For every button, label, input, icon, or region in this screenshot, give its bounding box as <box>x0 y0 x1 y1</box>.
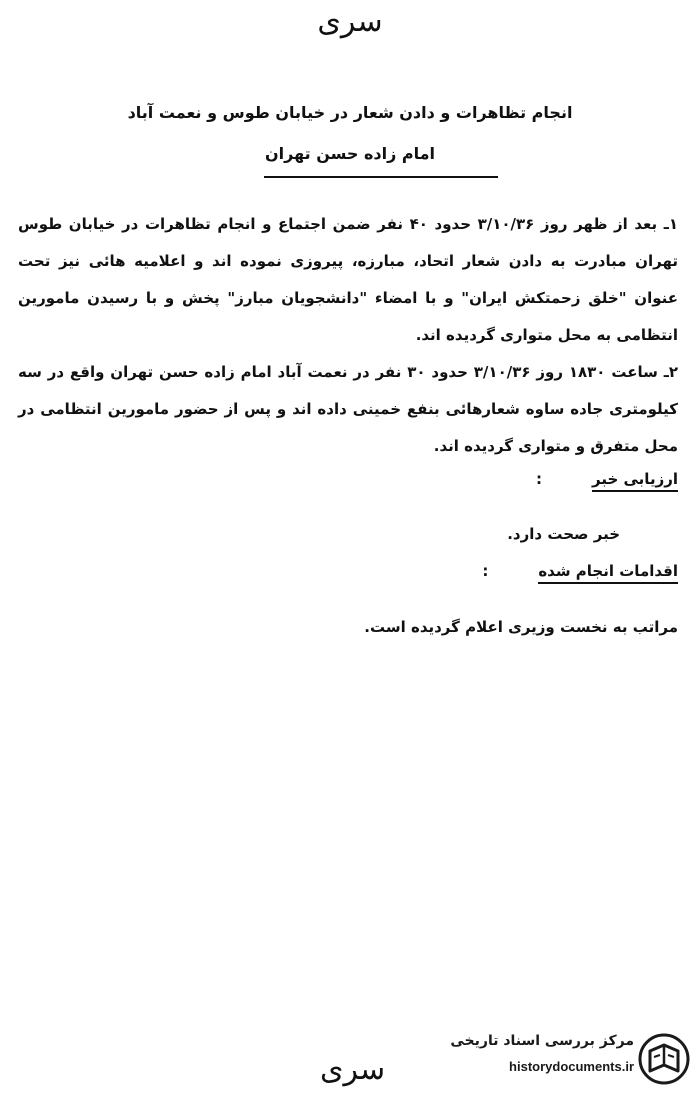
classification-stamp-top: سری <box>317 4 383 39</box>
classification-stamp-bottom: سری <box>320 1052 386 1087</box>
actions-text: مراتب به نخست وزیری اعلام گردیده است. <box>364 618 678 636</box>
title-underline <box>264 176 498 178</box>
evaluation-colon: : <box>536 470 543 488</box>
report-body <box>18 206 678 465</box>
watermark-site: historydocuments.ir <box>509 1059 634 1074</box>
actions-colon: : <box>482 562 489 580</box>
document-subtitle: امام زاده حسن تهران <box>264 144 436 163</box>
watermark-name: مرکز بررسی اسناد تاریخی <box>450 1033 634 1049</box>
actions-heading-row <box>482 562 678 584</box>
actions-heading: اقدامات انجام شده <box>538 562 678 584</box>
report-paragraph-1: ۱ـ بعد از ظهر روز ۳/۱۰/۳۶ حدود ۴۰ نفر ضمن اجتماع و انجام تظاهرات در خیابان طوس تهران مبادرت به دادن شعار اتحاد، مبارزه، پیروزی نموده اند و اعلامیه هائی نیز تحت عنوان "خلق زحمتکش ایران" و با امضاء "دانشجویان مبارز" پخش و با رسیدن مامورین انتظامی به محل متواری گردیده اند. <box>18 215 679 344</box>
watermark <box>412 1027 694 1091</box>
evaluation-heading-row <box>536 470 678 492</box>
evaluation-text: خبر صحت دارد. <box>507 525 620 543</box>
evaluation-heading: ارزیابی خبر <box>592 470 678 492</box>
book-logo-icon <box>638 1031 690 1087</box>
report-paragraph-2: ۲ـ ساعت ۱۸۳۰ روز ۳/۱۰/۳۶ حدود ۳۰ نفر در نعمت آباد امام زاده حسن تهران واقع در سه کیلومتری جاده ساوه شعارهائی بنفع خمینی داده اند و پس از حضور مامورین انتظامی در محل متفرق و متواری گردیده اند. <box>18 363 678 455</box>
document-title: انجام تظاهرات و دادن شعار در خیابان طوس و نعمت آباد <box>127 103 573 122</box>
